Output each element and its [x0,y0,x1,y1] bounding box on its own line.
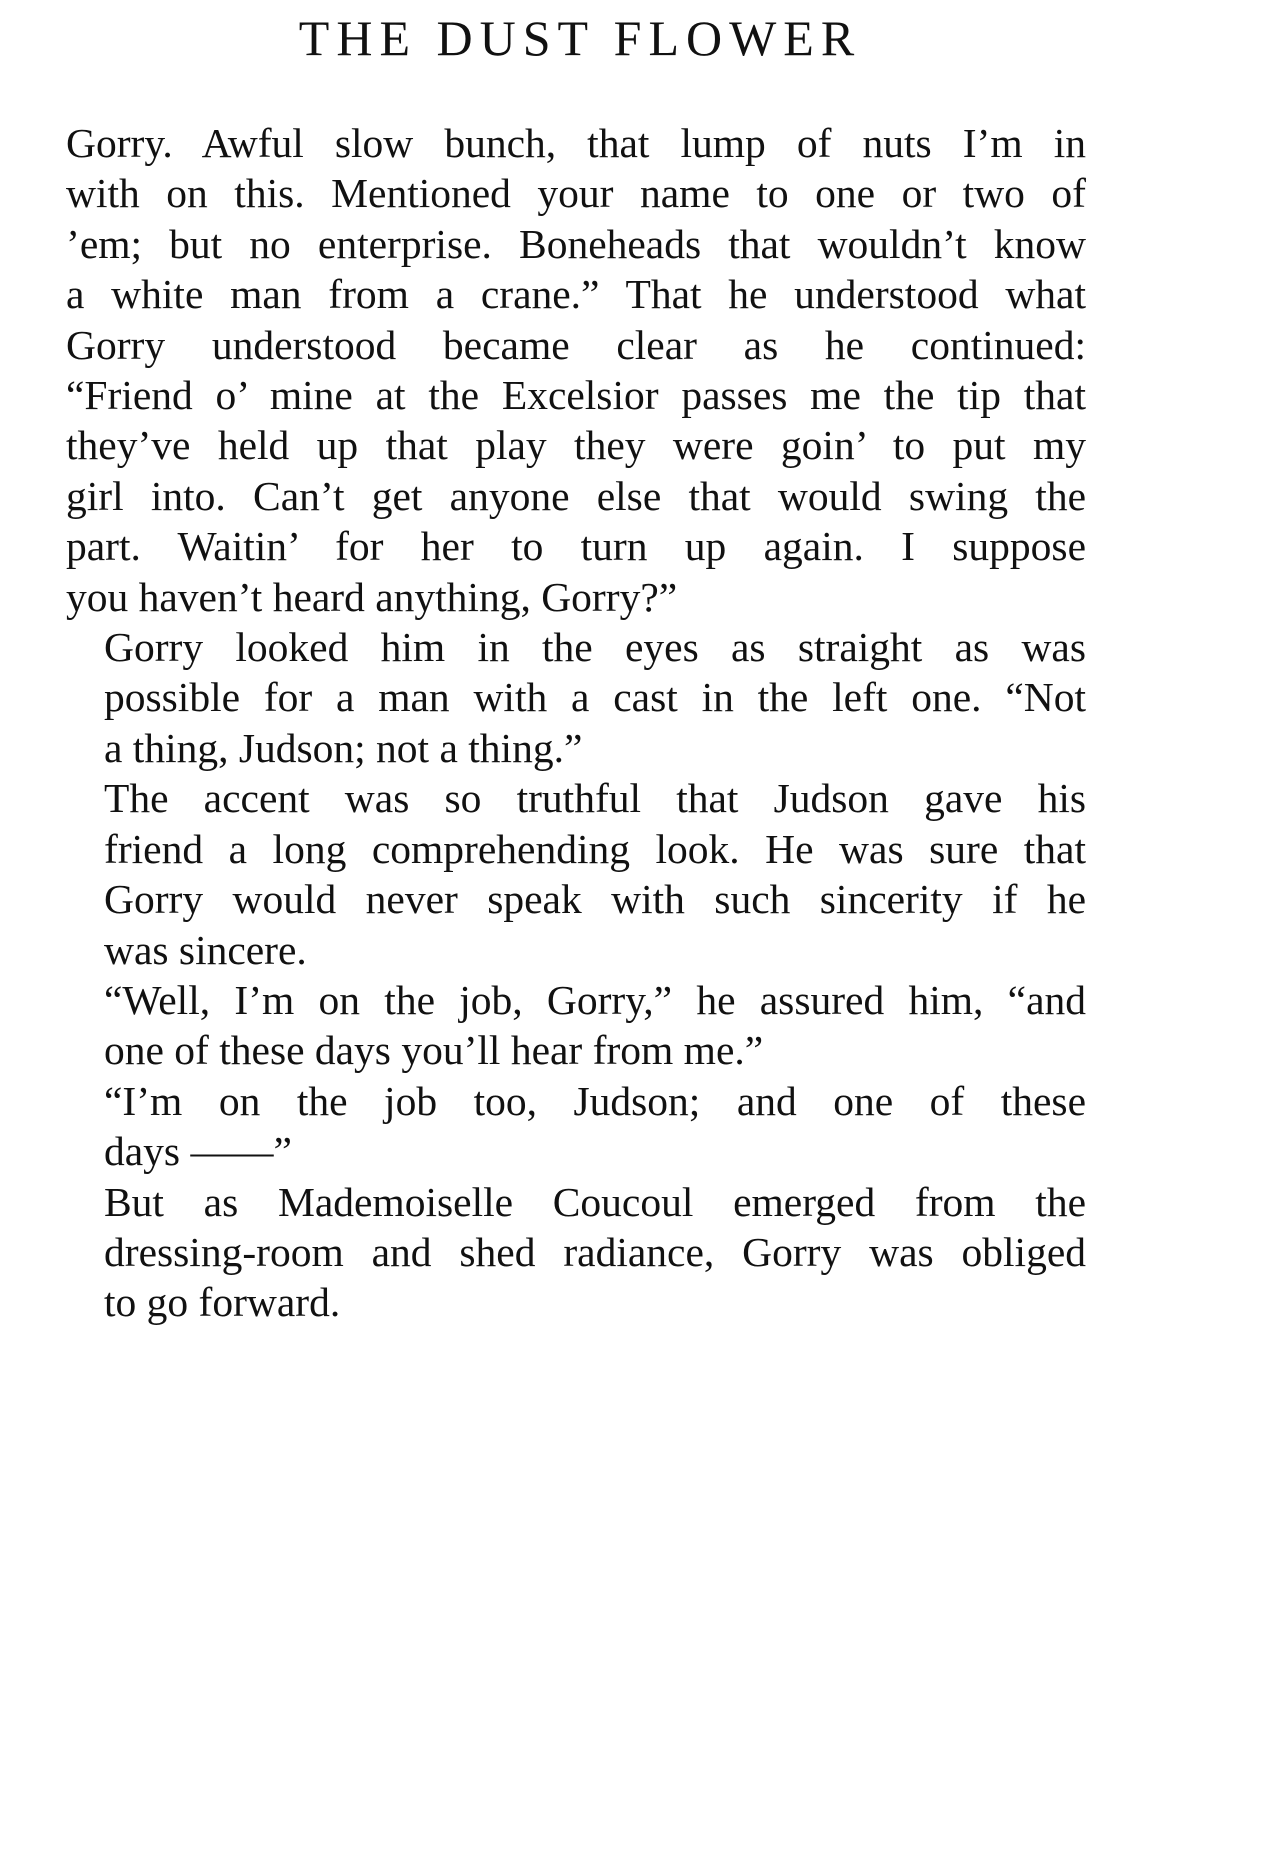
text-line: part. Waitin’ for her to turn up again. I suppose [66,523,1086,570]
text-line: one of these days you’ll hear from me.” [104,1027,764,1074]
paragraph [66,1177,1086,1328]
paragraph [66,1076,1086,1177]
text-line: possible for a man with a cast in the left one. “Not [104,674,1086,721]
text-line: was sincere. [104,926,307,973]
paragraph [66,118,1086,622]
text-line: with on this. Mentioned your name to one or two of [66,170,1086,217]
text-line: Gorry. Awful slow bunch, that lump of nuts I’m in [66,120,1086,166]
text-line: a thing, Judson; not a thing.” [104,724,583,771]
text-line: The accent was so truthful that Judson gave his [104,775,1086,822]
text-line: to go forward. [104,1279,341,1326]
text-line: you haven’t heard anything, Gorry?” [66,573,678,620]
text-line: days ——” [104,1128,292,1175]
text-line: ’em; but no enterprise. Boneheads that wouldn’t know [66,220,1086,267]
text-line: Gorry understood became clear as he continued: [66,321,1086,368]
text-line: Gorry would never speak with such sincerity if he [104,876,1086,923]
body-text [66,118,1086,1328]
text-line: But as Mademoiselle Coucoul emerged from the [104,1178,1086,1225]
text-line: “Well, I’m on the job, Gorry,” he assured him, “and [104,976,1086,1023]
running-head: THE DUST FLOWER [298,10,862,66]
paragraph [66,773,1086,975]
text-line: friend a long comprehending look. He was sure that [104,825,1086,872]
text-line: “I’m on the job too, Judson; and one of these [104,1077,1086,1124]
text-line: a white man from a crane.” That he understood what [66,271,1086,318]
text-line: dressing-room and shed radiance, Gorry was obliged [104,1228,1086,1275]
paragraph [66,622,1086,773]
text-line: Gorry looked him in the eyes as straight as was [104,624,1086,671]
paragraph [66,975,1086,1076]
text-line: girl into. Can’t get anyone else that would swing the [66,472,1086,519]
text-line: “Friend o’ mine at the Excelsior passes me the tip that [66,372,1086,419]
text-line: they’ve held up that play they were goin’ to put my [66,422,1086,469]
